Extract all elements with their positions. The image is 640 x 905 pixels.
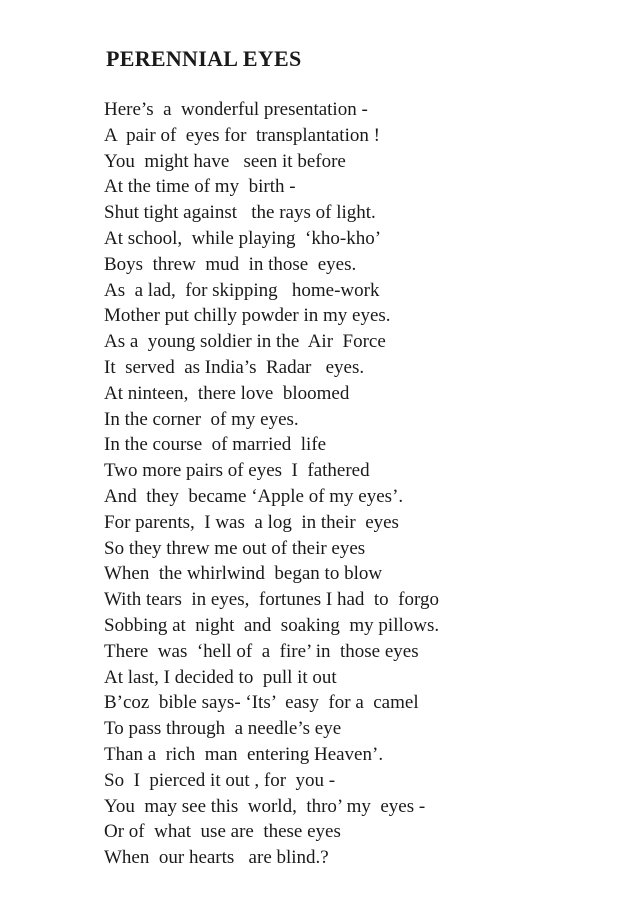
poem-line: Or of what use are these eyes <box>104 821 341 843</box>
poem-line: Shut tight against the rays of light. <box>104 202 376 224</box>
poem-line: For parents, I was a log in their eyes <box>104 511 399 533</box>
poem-line: So they threw me out of their eyes <box>104 537 366 559</box>
poem-line: At school, while playing ‘kho-kho’ <box>104 227 382 249</box>
poem-line: You may see this world, thro’ my eyes - <box>104 795 426 817</box>
poem-line: Boys threw mud in those eyes. <box>104 253 357 275</box>
poem-line: Mother put chilly powder in my eyes. <box>104 305 391 327</box>
poem-title: PERENNIAL EYES <box>106 46 302 71</box>
poem-line: Sobbing at night and soaking my pillows. <box>104 614 440 636</box>
poem-line: Two more pairs of eyes I fathered <box>104 460 370 482</box>
poem-line: You might have seen it before <box>104 150 346 172</box>
poem-line: When the whirlwind began to blow <box>104 563 383 585</box>
poem-line: To pass through a needle’s eye <box>104 718 342 740</box>
poem-line: At ninteen, there love bloomed <box>104 382 350 404</box>
poem-line: In the course of married life <box>104 434 327 456</box>
poem-line: In the corner of my eyes. <box>104 408 299 430</box>
poem-body <box>104 97 439 871</box>
poem-line: Here’s a wonderful presentation - <box>104 99 368 120</box>
poem-line: And they became ‘Apple of my eyes’. <box>104 485 404 507</box>
poem-line: When our hearts are blind.? <box>104 847 329 869</box>
poem-line: With tears in eyes, fortunes I had to forgo <box>104 589 439 611</box>
poem-line: As a young soldier in the Air Force <box>104 331 386 353</box>
poem-line: It served as India’s Radar eyes. <box>104 356 365 378</box>
poem-line: Than a rich man entering Heaven’. <box>104 743 384 765</box>
poem-line: There was ‘hell of a fire’ in those eyes <box>104 640 419 662</box>
poem-line: As a lad, for skipping home-work <box>104 279 380 301</box>
poem-line: B’coz bible says- ‘Its’ easy for a camel <box>104 692 419 714</box>
poem-line: A pair of eyes for transplantation ! <box>104 124 380 146</box>
poem-line: So I pierced it out , for you - <box>104 769 336 791</box>
poem-line: At last, I decided to pull it out <box>104 666 337 688</box>
poem-line: At the time of my birth - <box>104 176 296 198</box>
